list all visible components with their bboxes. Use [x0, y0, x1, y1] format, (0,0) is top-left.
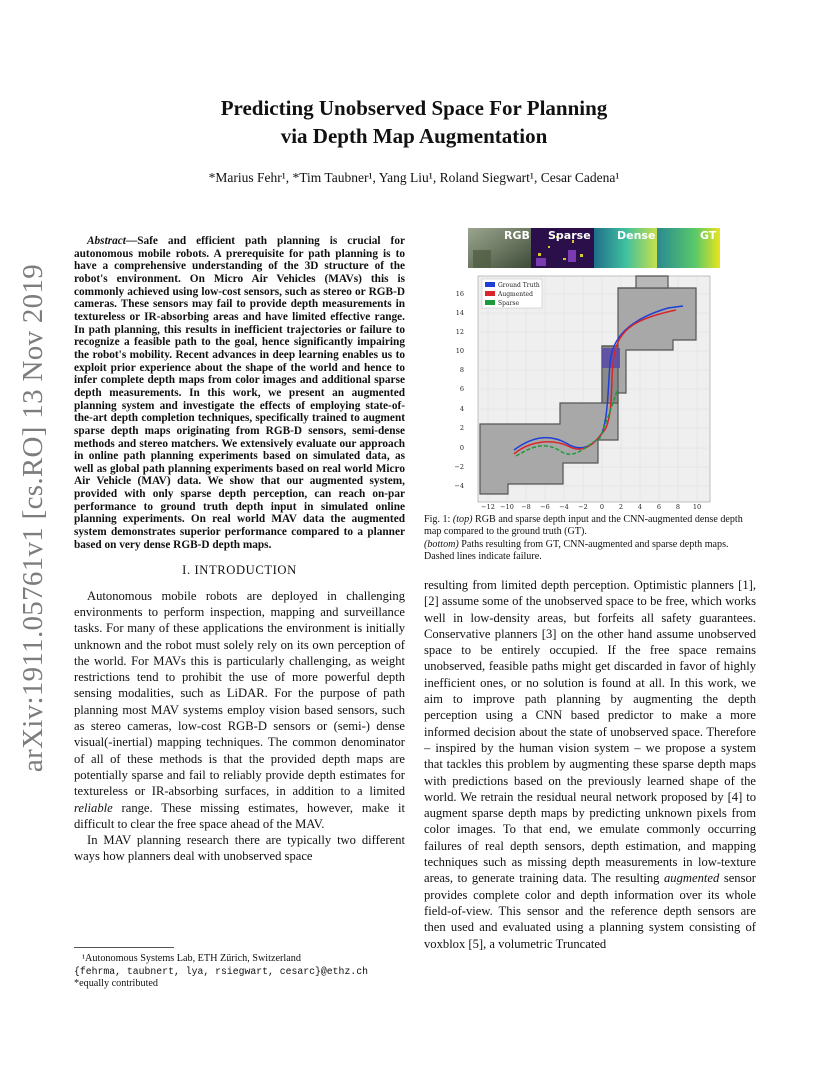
abstract-text: Safe and efficient path planning is crucial for autonomous mobile robots. A prerequisite for path planning is to have a comprehensive understanding of the 3D structure of the robot's environment. On Micro Air Vehicles (MAVs) this is commonly achieved using low-cost sensors, such as stereo or RGB-D cameras. These sensors may fail to provide depth measurements in textureless or IR-absorbing areas and have limited effective range. In path planning, this results in inefficient trajectories or failure to recognize a feasible path to the goal, hence significantly impairing the robot's mobility. Recent advances in deep learning enables us to exploit prior experience about the shape of the world and hence to infer complete depth maps from color images and additional sparse depth measurements. In this work, we present an augmented planning system and investigate the effects of employing state-of-the-art depth completion techniques, specifically trained to augment sparse depth maps originating from RGB-D sensors, semi-dense methods and stereo matchers. We extensively evaluate our approach in online path planning experiments based on simulated data, as well as global path planning experiments based on real world Micro Air Vehicle (MAV) data. We show that our augmented system, provided with only sparse depth perception, can reach on-par performance to ground truth depth input in simulated online planning experiments. On real world MAV data the augmented system demonstrates superior performance compared to a planner based on very dense RGB-D depth maps. [74, 235, 405, 551]
caption-top-em: (top) [452, 514, 473, 525]
right-column-paragraph [424, 577, 756, 952]
right-text-a: resulting from limited depth perception. Optimistic planners [1], [2] assume some of the unobserved space to be free, which works well in low-density areas, but forfeits all safety guarantees. Conservative planners [3] on the other hand assume unobserved space to be entirely occupied. If the free space remains unobserved, feasible paths might get discarded in favor of highly inefficient ones, or no solution is found at all. In this work, we aim to improve path planning by augmenting the depth perception using a CNN based predictor to make a more informed decision about the state of unobserved space. Therefore – inspired by the human vision system – we propose a system that tackles this problem by augmenting these sparse depth maps with predictions based on the previously learned shape of the world. We retrain the residual neural network proposed by [4] to augment sparse depth maps by predicting unknown pixels from color images. To that end, we emulate commonly occurring failures of real depth sensors, depth estimation, and mapping techniques such as missing depth measurements in low-texture areas, to generate training data. The resulting [424, 578, 756, 886]
y-tick: 0 [459, 444, 464, 452]
footnote-emails: {fehrma, taubnert, lya, rsiegwart, cesarc}@ethz.ch [74, 965, 368, 977]
y-tick: 2 [459, 424, 464, 432]
footnote-affiliation: ¹Autonomous Systems Lab, ETH Zürich, Switzerland [82, 953, 301, 964]
right-column [424, 577, 756, 952]
title-line-2: via Depth Map Augmentation [280, 124, 548, 148]
y-tick: 16 [455, 290, 464, 298]
x-tick: 0 [599, 503, 605, 511]
y-tick: −4 [454, 482, 464, 490]
intro-p1-text-a: Autonomous mobile robots are deployed in challenging environments to perform inspection, mapping and surveillance tasks. For many of these applications the environment is initially unknown and the robot must solely rely on its own perception of the world. For MAVs this is particularly challenging, as weight restrictions tend to prohibit the use of more powerful depth sensing modalities, such as LiDAR. For the purpose of path planning most MAV systems employ vision based sensors, such as stereo cameras, low-cost RGB-D sensors or (semi-) dense visual(-inertial) mapping techniques. The common denominator of all of these methods is that the provided depth maps are potentially sparse and fail to reliably provide depth estimates for textureless or IR-absorbing surfaces, in addition to a limited [74, 588, 405, 799]
x-tick: −4 [559, 503, 569, 511]
x-tick: −2 [578, 503, 588, 511]
y-tick: −2 [454, 463, 464, 471]
arxiv-identifier: arXiv:1911.05761v1 [cs.RO] 13 Nov 2019 [17, 263, 49, 773]
x-tick: 6 [656, 503, 662, 511]
footnotes [74, 953, 414, 991]
panel-label-rgb: RGB [504, 229, 530, 242]
intro-paragraph-2: In MAV planning research there are typically two different ways how planners deal with unobserved space [74, 833, 405, 864]
x-tick: 4 [637, 503, 643, 511]
x-tick: −6 [540, 503, 550, 511]
y-tick-labels [454, 290, 464, 490]
panel-label-gt: GT [700, 229, 717, 242]
x-tick: −12 [481, 503, 495, 511]
legend-label-ground-truth: Ground Truth [498, 282, 540, 289]
y-tick: 6 [459, 385, 464, 393]
abstract-lead: Abstract— [87, 235, 138, 247]
caption-bottom-text: Paths resulting from GT, CNN-augmented and sparse depth maps. Dashed lines indicate failure. [424, 538, 729, 563]
x-tick: −10 [500, 503, 514, 511]
section-heading: I. INTRODUCTION [182, 563, 297, 578]
y-tick: 12 [455, 328, 464, 336]
legend-swatch-augmented [485, 291, 495, 296]
legend-swatch-ground-truth [485, 282, 495, 287]
right-text-b: sensor provides complete color and depth information over its whole field-of-view. This sensor and the reference depth sensors are then used and evaluated using a planning system consisting of voxblox [5], a volumetric Truncated [424, 871, 756, 951]
intro-p1-emphasis: reliable [74, 800, 113, 815]
x-tick: 8 [675, 503, 681, 511]
x-tick: 10 [692, 503, 702, 511]
figure-graphic [454, 228, 720, 512]
left-column [74, 235, 405, 865]
intro-paragraph-1 [74, 588, 405, 832]
panel-label-dense: Dense [617, 229, 656, 242]
right-text-emphasis: augmented [664, 871, 720, 886]
author-list: *Marius Fehr¹, *Tim Taubner¹, Yang Liu¹, Roland Siegwart¹, Cesar Cadena¹ [208, 170, 620, 185]
panel-label-sparse: Sparse [548, 229, 591, 242]
rgb-panel-shadow [473, 250, 491, 268]
x-tick-labels [481, 503, 701, 511]
x-tick: −8 [521, 503, 531, 511]
figure-1 [454, 228, 720, 512]
abstract [74, 235, 405, 551]
caption-label: Fig. 1: [424, 514, 453, 525]
title-line-1: Predicting Unobserved Space For Planning [220, 96, 608, 120]
x-tick: 2 [618, 503, 624, 511]
legend-label-sparse: Sparse [498, 300, 520, 307]
footnote-rule [74, 947, 174, 948]
footnote-equal-contribution: *equally contributed [74, 978, 159, 990]
y-tick: 4 [459, 405, 464, 413]
paper-title [120, 94, 708, 150]
y-tick: 10 [455, 347, 464, 355]
caption-top-text: RGB and sparse depth input and the CNN-augmented dense depth map compared to the ground truth (GT). [424, 514, 743, 538]
caption-bottom-em: (bottom) [424, 538, 459, 550]
legend-label-augmented: Augmented [498, 291, 533, 298]
y-tick: 14 [455, 309, 464, 317]
legend-swatch-sparse [485, 300, 495, 305]
figure-caption [424, 514, 758, 564]
y-tick: 8 [459, 366, 464, 374]
intro-p1-text-b: range. These missing estimates, however, make it difficult to clear the free space ahead of the MAV. [74, 800, 405, 831]
